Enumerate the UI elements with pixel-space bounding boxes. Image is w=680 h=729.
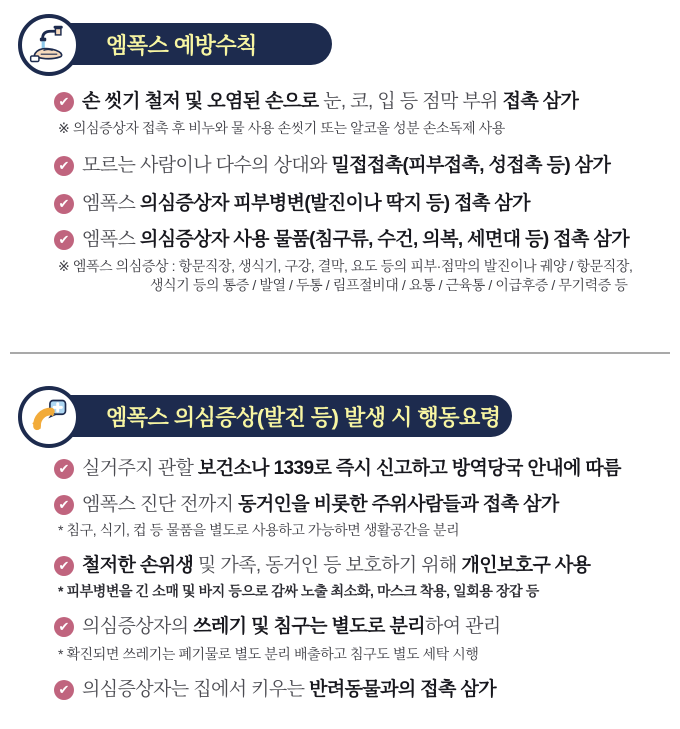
list-item (54, 89, 664, 114)
bullet-text-strong: 보건소나 1339로 즉시 신고하고 방역당국 안내에 따름 (197, 458, 621, 479)
bullet-text-normal: 엠폭스 (82, 193, 140, 214)
bullet-text-normal: 및 가족, 동거인 등 보호하기 위해 (193, 555, 462, 576)
bullet-text-strong: 쓰레기 및 침구는 별도로 분리 (193, 616, 425, 637)
check-icon: ✔ (54, 495, 74, 515)
list-item (54, 553, 664, 578)
bullet-text-strong: 동거인을 비롯한 주위사람들과 접촉 삼가 (238, 494, 559, 515)
list-item (54, 227, 664, 252)
bullet-text-normal: 모르는 사람이나 다수의 상대와 (82, 155, 332, 176)
bullet-text-normal: 의심증상자의 (82, 616, 194, 637)
handwash-graphic (27, 23, 71, 67)
bullet-text-normal: 하여 관리 (424, 616, 501, 637)
bullet-text (82, 553, 590, 578)
phone-medical-graphic (27, 395, 71, 439)
check-icon: ✔ (54, 680, 74, 700)
list-item (54, 456, 664, 481)
mpox-guideline-poster (0, 14, 680, 729)
section1-header (18, 14, 680, 76)
section1-title-pill (48, 23, 332, 65)
list-item (54, 492, 664, 517)
phone-handset (33, 409, 52, 428)
check-icon: ✔ (54, 617, 74, 637)
bullet-text (82, 89, 578, 114)
footnote-continued: 생식기 등의 통증 / 발열 / 두통 / 림프절비대 / 요통 / 근육통 / 이급후증 / 무기력증 등 (150, 277, 628, 293)
section-divider (10, 352, 670, 354)
section2-header (18, 386, 680, 448)
bullet-text-strong: 철저한 손위생 (82, 555, 194, 576)
bullet-text-strong: 밀접접촉(피부접촉, 성접촉 등) 삼가 (331, 155, 611, 176)
check-icon: ✔ (54, 156, 74, 176)
bullet-text-strong: 의심증상자 사용 물품(침구류, 수건, 의복, 세면대 등) 접촉 삼가 (139, 229, 629, 250)
list-item (54, 677, 664, 702)
footnote: ※ 의심증상자 접촉 후 비누와 물 사용 손씻기 또는 알코올 성분 손소독제 사용 (58, 120, 505, 136)
check-icon: ✔ (54, 230, 74, 250)
bullet-text-normal: 눈, 코, 입 등 점막 부위 (318, 91, 503, 112)
bullet-text-strong: 손 씻기 철저 및 오염된 손으로 (82, 91, 319, 112)
footnote: ※ 엠폭스 의심증상 : 항문직장, 생식기, 구강, 결막, 요도 등의 피부·점막의 발진이나 궤양 / 항문직장, (58, 258, 633, 274)
bullet-text-normal: 실거주지 관할 (82, 458, 198, 479)
bullet-text-strong: 반려동물과의 접촉 삼가 (309, 679, 496, 700)
check-icon: ✔ (54, 92, 74, 112)
check-icon: ✔ (54, 556, 74, 576)
footnote: * 침구, 식기, 컵 등 물품을 별도로 사용하고 가능하면 생활공간을 분리 (58, 522, 460, 538)
bullet-text-normal: 의심증상자는 집에서 키우는 (82, 679, 310, 700)
list-item (54, 191, 664, 216)
faucet (40, 26, 63, 42)
bullet-text (82, 614, 501, 639)
bullet-text-strong: 접촉 삼가 (502, 91, 579, 112)
bullet-text (82, 191, 530, 216)
check-icon: ✔ (54, 194, 74, 214)
bullet-text (82, 456, 621, 481)
bullet-text (82, 227, 629, 252)
phone-medical-icon (18, 386, 80, 448)
bullet-text-normal: 엠폭스 (82, 229, 140, 250)
list-item (54, 614, 664, 639)
bullet-text-strong: 의심증상자 피부병변(발진이나 딱지 등) 접촉 삼가 (139, 193, 530, 214)
check-icon: ✔ (54, 459, 74, 479)
bullet-text-normal: 엠폭스 진단 전까지 (82, 494, 239, 515)
footnote: * 확진되면 쓰레기는 폐기물로 별도 분리 배출하고 침구도 별도 세탁 시행 (58, 646, 479, 662)
section1-title: 엠폭스 예방수칙 (106, 32, 257, 58)
bullet-text (82, 492, 559, 517)
section2-title-pill (48, 395, 512, 437)
list-item (54, 153, 664, 178)
soap-bar (31, 56, 39, 62)
handwash-icon (18, 14, 80, 76)
bullet-text (82, 677, 496, 702)
section2-title: 엠폭스 의심증상(발진 등) 발생 시 행동요령 (106, 404, 501, 430)
footnote: * 피부병변을 긴 소매 및 바지 등으로 감싸 노출 최소화, 마스크 착용, 일회용 장갑 등 (58, 583, 539, 599)
bullet-text-strong: 개인보호구 사용 (461, 555, 591, 576)
bullet-text (82, 153, 610, 178)
